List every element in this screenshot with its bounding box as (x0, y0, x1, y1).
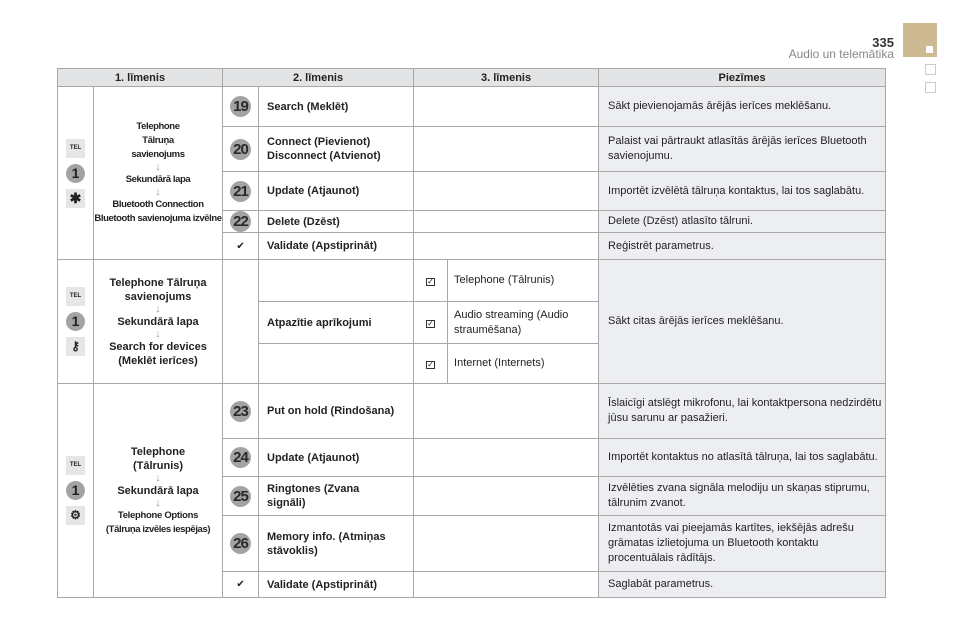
checkbox-checked-icon[interactable]: ✓ (427, 318, 434, 328)
step-badge: 1 (66, 164, 85, 183)
note: Izvēlēties zvana signāla melodiju un skaņas stiprumu, tālrunim zvanot. (599, 477, 886, 516)
badge-21: 21 (230, 181, 251, 202)
navigation-path (94, 384, 223, 598)
connect-label: Connect (Pievienot) (267, 136, 371, 148)
table-row (58, 384, 886, 439)
menu-item-validate[interactable]: Validate (Apstiprināt) (259, 233, 414, 260)
table-row (58, 260, 886, 302)
checkbox-checked-icon[interactable]: ✓ (427, 276, 434, 286)
menu-item-ringtones[interactable]: Ringtones (Zvana signāli) (259, 477, 414, 516)
menu-item-update[interactable]: Update (Atjaunot) (259, 439, 414, 477)
badge-26: 26 (230, 533, 251, 554)
option-internet[interactable]: Internet (Internets) (448, 344, 599, 384)
chapter-tab-active (903, 23, 937, 57)
note: Saglabāt parametrus. (599, 572, 886, 598)
menu-item-delete[interactable]: Delete (Dzēst) (259, 211, 414, 233)
arrow-down-icon: ↓ (155, 161, 161, 173)
step-badge: 1 (66, 312, 85, 331)
tel-icon: TEL (66, 139, 85, 158)
path-step: Telephone Tālruņa savienojums (109, 276, 207, 303)
checkmark-icon: ✔ (223, 233, 259, 260)
arrow-down-icon: ↓ (155, 186, 161, 198)
badge-25: 25 (230, 486, 251, 507)
recognized-devices-label: Atpazītie aprīkojumi (259, 302, 414, 344)
disconnect-label: Disconnect (Atvienot) (267, 150, 381, 162)
path-step: Telephone Options (117, 509, 199, 521)
menu-item-validate[interactable]: Validate (Apstiprināt) (259, 572, 414, 598)
option-audio-streaming[interactable]: Audio streaming (Audio straumēšana) (448, 302, 599, 344)
note: Sākt citas ārējās ierīces meklēšanu. (599, 260, 886, 384)
header-level1: 1. līmenis (58, 69, 223, 87)
note: Importēt kontaktus no atlasītā tālruņa, lai tos saglabātu. (599, 439, 886, 477)
menu-item-search[interactable]: Search (Meklēt) (259, 87, 414, 127)
section-title: Audio un telemātika (788, 47, 894, 61)
step-badge: 1 (66, 481, 85, 500)
menu-item-connect[interactable] (259, 127, 414, 172)
note: Sākt pievienojamās ārējās ierīces meklēšanu. (599, 87, 886, 127)
path-step: Search for devices (Meklēt ierīces) (109, 340, 207, 367)
menu-item-update[interactable]: Update (Atjaunot) (259, 172, 414, 211)
tel-icon: TEL (66, 287, 85, 306)
checkmark-icon: ✔ (223, 572, 259, 598)
arrow-down-icon: ↓ (155, 302, 161, 315)
chapter-tab (925, 64, 936, 75)
note: Reģistrēt parametrus. (599, 233, 886, 260)
menu-table (57, 68, 886, 598)
page-number: 335 (872, 35, 894, 50)
tel-icon: TEL (66, 456, 85, 475)
note: Delete (Dzēst) atlasīto tālruni. (599, 211, 886, 233)
path-step: Bluetooth savienojuma izvēlne (94, 213, 222, 224)
search-devices-icon: ⚷ (66, 337, 85, 356)
table-header (58, 69, 886, 87)
header-level2: 2. līmenis (223, 69, 414, 87)
table-row (58, 87, 886, 127)
note: Īslaicīgi atslēgt mikrofonu, lai kontaktpersona nedzirdētu jūsu sarunu ar pasažieri. (599, 384, 886, 439)
path-step: Telephone Tālruņa savienojums (131, 121, 185, 160)
navigation-path (94, 260, 223, 384)
badge-19: 19 (230, 96, 251, 117)
badge-22: 22 (230, 211, 251, 232)
arrow-down-icon: ↓ (155, 496, 161, 509)
phone-settings-icon: ⚙ (66, 506, 85, 525)
path-step: Sekundārā lapa (117, 315, 199, 328)
badge-20: 20 (230, 139, 251, 160)
note: Palaist vai pārtraukt atlasītās ārējās ierīces Bluetooth savienojumu. (599, 127, 886, 172)
path-step: (Tālruņa izvēles iespējas) (105, 523, 211, 535)
note: Izmantotās vai pieejamās kartītes, iekšējās adrešu grāmatas izlietojuma un Bluetooth kontaktu procentuālais rādītājs. (599, 516, 886, 572)
badge-24: 24 (230, 447, 251, 468)
checkbox-checked-icon[interactable]: ✓ (427, 359, 434, 369)
option-telephone[interactable]: Telephone (Tālrunis) (448, 260, 599, 302)
arrow-down-icon: ↓ (155, 327, 161, 340)
path-step: Sekundārā lapa (125, 174, 191, 185)
header-level3: 3. līmenis (414, 69, 599, 87)
chapter-tab (925, 82, 936, 93)
icon-cell (58, 384, 94, 598)
icon-cell (58, 260, 94, 384)
navigation-path (94, 87, 223, 260)
menu-item-put-on-hold[interactable]: Put on hold (Rindošana) (259, 384, 414, 439)
bluetooth-icon: ✱ (66, 189, 85, 208)
note: Importēt izvēlētā tālruņa kontaktus, lai tos saglabātu. (599, 172, 886, 211)
path-step: Bluetooth Connection (112, 199, 204, 210)
path-step: Telephone (Tālrunis) (130, 445, 186, 472)
badge-23: 23 (230, 401, 251, 422)
icon-cell (58, 87, 94, 260)
arrow-down-icon: ↓ (155, 471, 161, 484)
header-notes: Piezīmes (599, 69, 886, 87)
path-step: Sekundārā lapa (117, 484, 199, 497)
menu-item-memory-info[interactable]: Memory info. (Atmiņas stāvoklis) (259, 516, 414, 572)
